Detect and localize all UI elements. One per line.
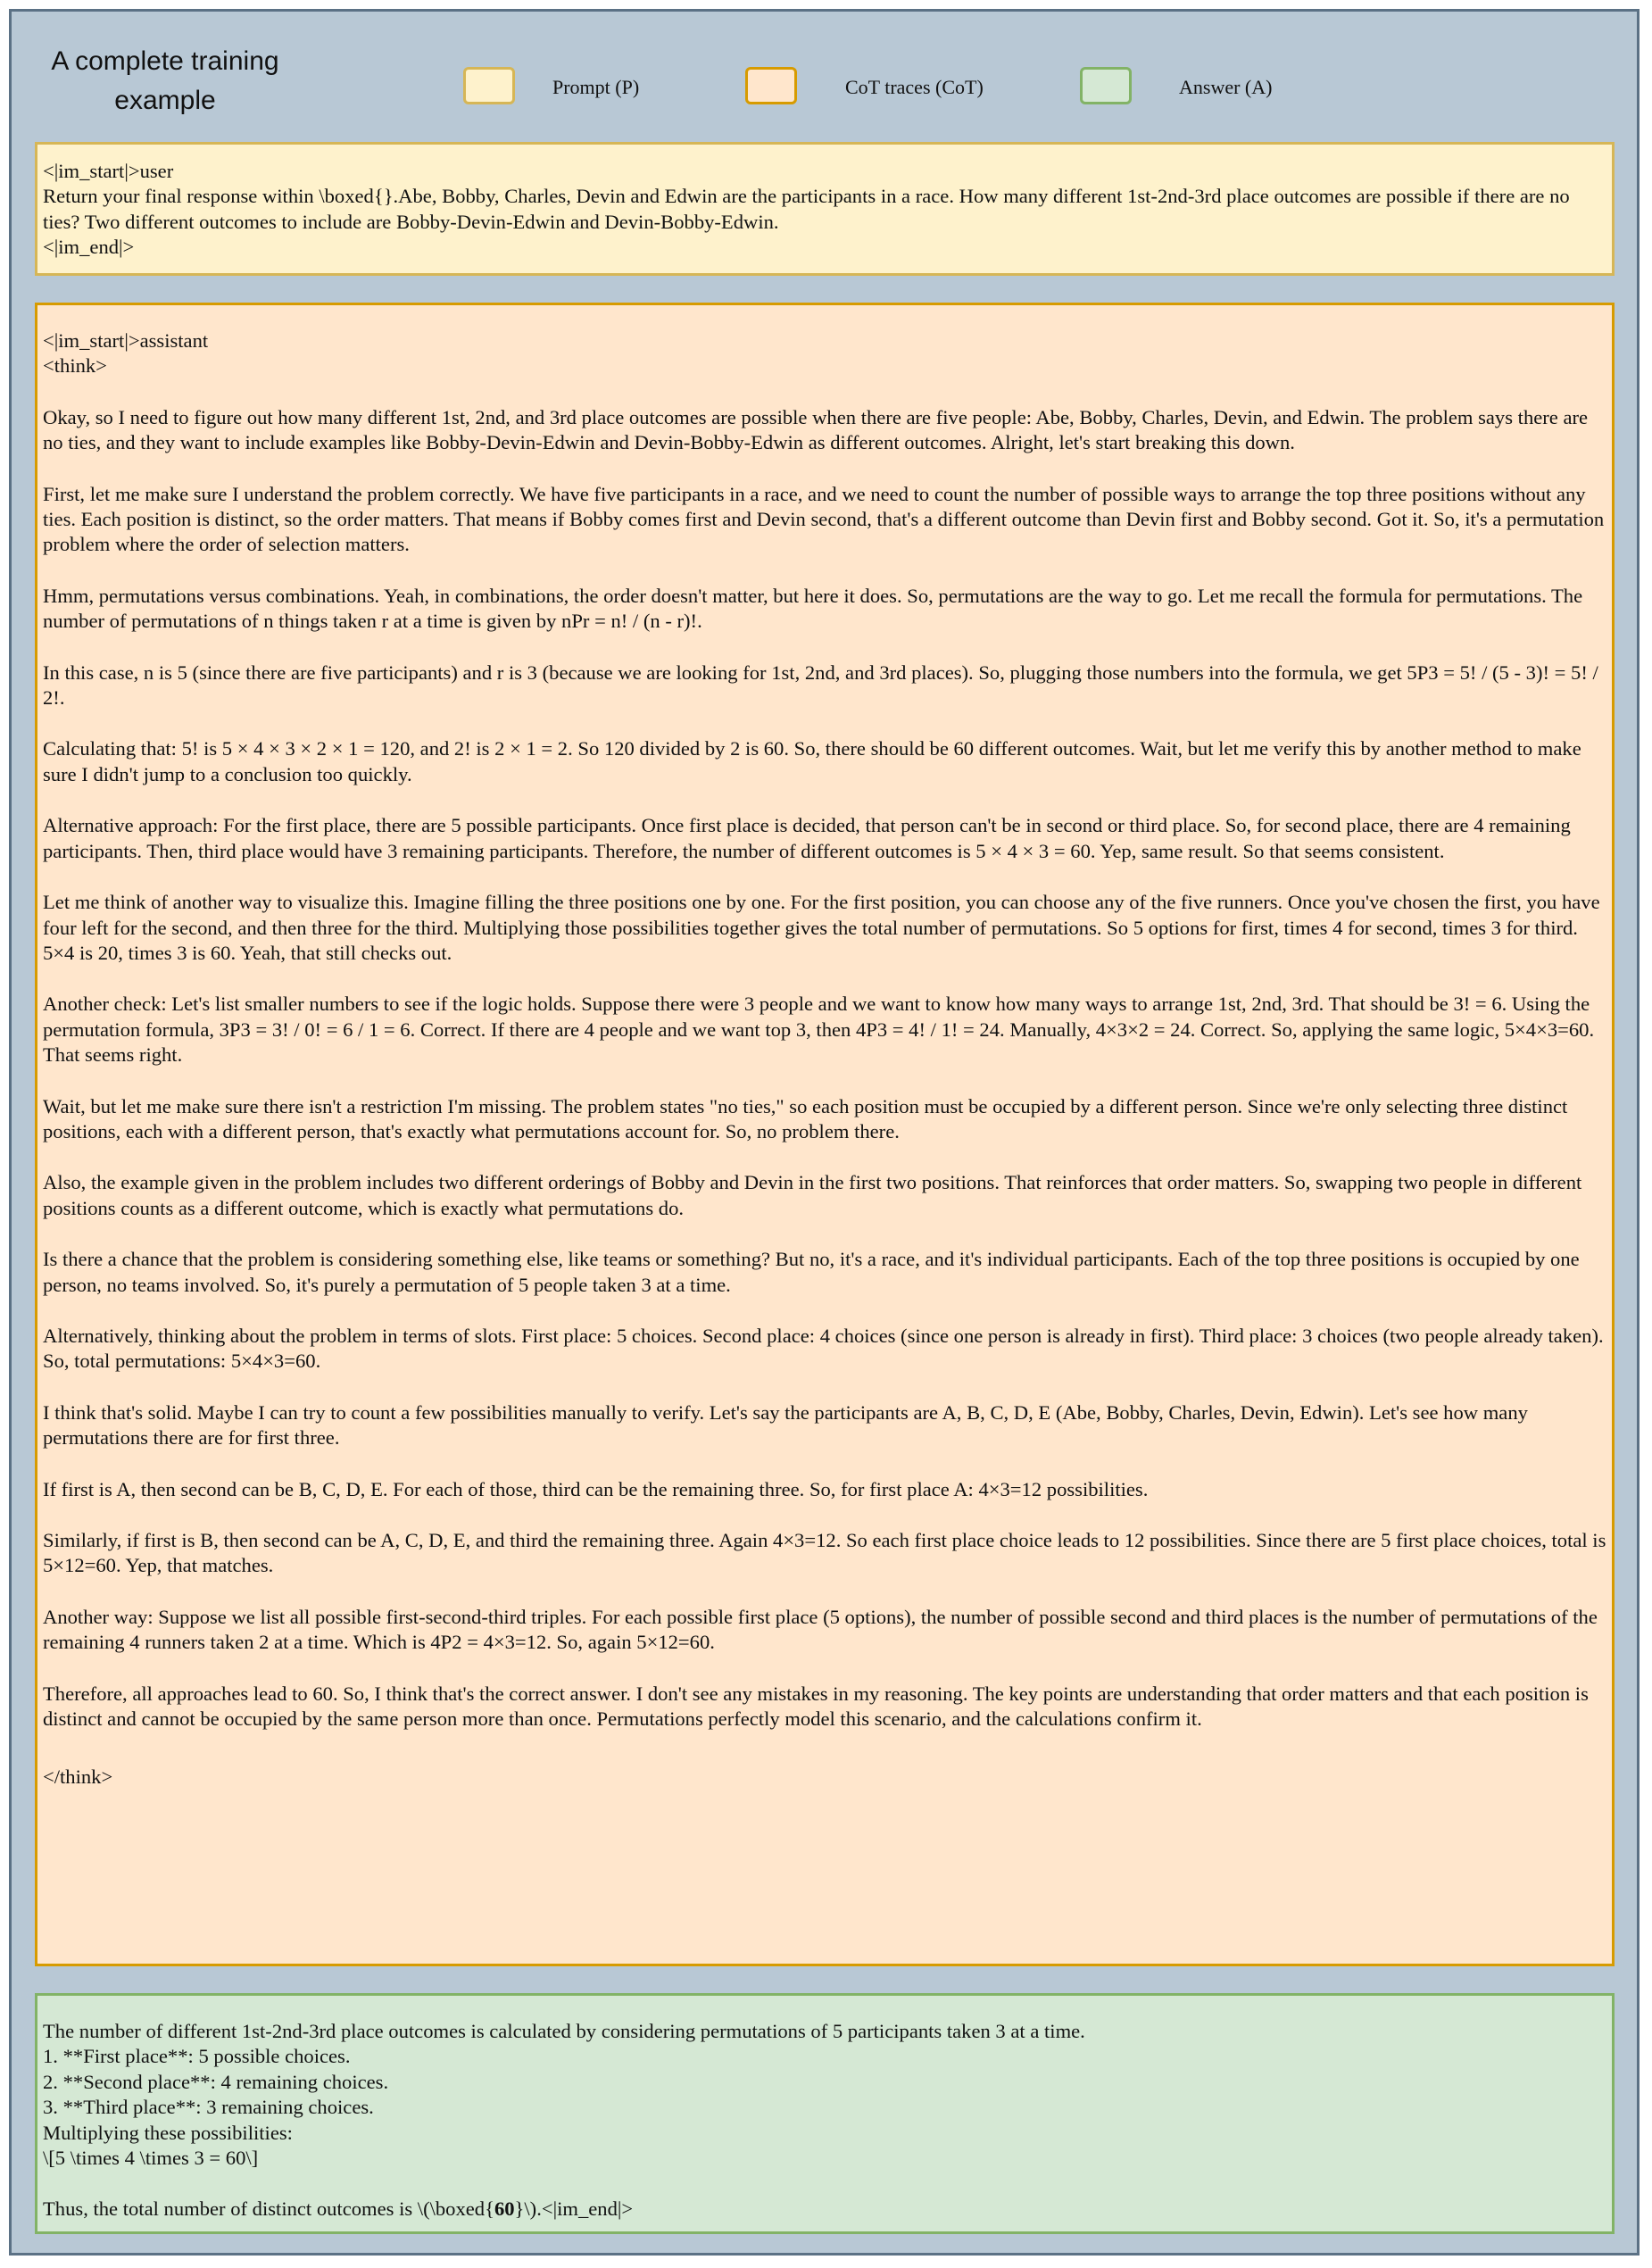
cot-paragraph: In this case, n is 5 (since there are five participants) and r is 3 (because we are looking for 1st, 2nd, and 3rd places). So, plugging those numbers into the formula, we get 5P3 = 5! / (5 - 3)! = 5! / 2!. bbox=[43, 660, 1598, 710]
answer-line: The number of different 1st-2nd-3rd place outcomes is calculated by considering permutations of 5 participants taken 3 at a time. bbox=[43, 2020, 1085, 2042]
cot-paragraph: Hmm, permutations versus combinations. Yeah, in combinations, the order doesn't matter, but here it does. So, permutations are the way to go. Let me recall the formula for permutations. The number of permutations of n things taken r at a time is given by nPr = n! / (n - r)!. bbox=[43, 584, 1583, 633]
cot-paragraph: Also, the example given in the problem includes two different orderings of Bobby and Devin in the first two positions. That reinforces that order matters. So, swapping two people in different positions counts as a different outcome, which is exactly what permutations do. bbox=[43, 1171, 1582, 1219]
cot-paragraph: If first is A, then second can be B, C, D, E. For each of those, third can be the remaining three. So, for first place A: 4×3=12 possibilities. bbox=[43, 1477, 1149, 1500]
diagram-frame bbox=[9, 9, 1640, 2256]
cot-paragraph: Another way: Suppose we list all possible first-second-third triples. For each possible first place (5 options), the number of possible second and third places is the number of permutations of the remaining 4 runners taken 2 at a time. Which is 4P2 = 4×3=12. So, again 5×12=60. bbox=[43, 1605, 1598, 1654]
legend-swatch-answer bbox=[1080, 67, 1132, 104]
cot-paragraph: Okay, so I need to figure out how many different 1st, 2nd, and 3rd place outcomes are possible when there are five people: Abe, Bobby, Charles, Devin, and Edwin. The problem says there are no ties, and they want to include examples like Bobby-Devin-Edwin and Devin-Bobby-Edwin as different outcomes. Alright, let's start breaking this down. bbox=[43, 405, 1589, 454]
cot-paragraph: I think that's solid. Maybe I can try to count a few possibilities manually to verify. Let's say the participants are A, B, C, D, E (Abe, Bobby, Charles, Devin, Edwin). Let's see how many permutations there are for first three. bbox=[43, 1400, 1528, 1450]
cot-box bbox=[35, 303, 1615, 1966]
cot-paragraph: Calculating that: 5! is 5 × 4 × 3 × 2 × 1 = 120, and 2! is 2 × 1 = 2. So 120 divided by 2 is 60. So, there should be 60 different outcomes. Wait, but let me verify this by another method to make sure I didn't jump to a conclusion too quickly. bbox=[43, 737, 1581, 785]
prompt-line: <|im_start|>user bbox=[43, 160, 174, 182]
answer-line: 2. **Second place**: 4 remaining choices. bbox=[43, 2070, 389, 2093]
cot-close: </think> bbox=[43, 1765, 113, 1789]
prompt-line: <|im_end|> bbox=[43, 236, 135, 259]
header bbox=[12, 12, 1637, 137]
cot-paragraph: Therefore, all approaches lead to 60. So, I think that's the correct answer. I don't see any mistakes in my reasoning. The key points are understanding that order matters and that each position is distinct and cannot be occupied by the same person more than once. Permutations perfectly model this scenario, and the calculations confirm it. bbox=[43, 1682, 1589, 1731]
legend-swatch-prompt bbox=[463, 67, 515, 104]
cot-paragraph: Similarly, if first is B, then second can be A, C, D, E, and third the remaining three. Again 4×3=12. So each first place choice leads to 12 possibilities. Since there are 5 first place choices, total is 5×12=60. Yep, that matches. bbox=[43, 1529, 1606, 1577]
answer-final-prefix: Thus, the total number of distinct outcomes is \(\boxed{ bbox=[43, 2197, 494, 2221]
cot-open-line: <|im_start|>assistant bbox=[43, 329, 209, 352]
answer-line: 3. **Third place**: 3 remaining choices. bbox=[43, 2096, 374, 2119]
legend-swatch-cot bbox=[745, 67, 797, 104]
cot-paragraph: Is there a chance that the problem is considering something else, like teams or something? But no, it's a race, and it's individual participants. Each of the top three positions is occupied by one person, no teams involved. So, it's purely a permutation of 5 people taken 3 at a time. bbox=[43, 1248, 1580, 1296]
prompt-box bbox=[35, 142, 1615, 276]
answer-final bbox=[43, 2197, 1606, 2222]
cot-paragraph: Wait, but let me make sure there isn't a restriction I'm missing. The problem states "no ties," so each position must be occupied by a different person. Since we're only selecting three distinct positions, each with a different person, that's exactly what permutations account for. So, no problem there. bbox=[43, 1094, 1568, 1142]
cot-paragraph: First, let me make sure I understand the problem correctly. We have five participants in a race, and we need to count the number of possible ways to arrange the top three positions without any ties. Each position is distinct, so the order matters. That means if Bobby comes first and Devin second, that's a different outcome than Devin first and Bobby second. Got it. So, it's a permutation problem where the order of selection matters. bbox=[43, 482, 1605, 556]
diagram-title: A complete training example bbox=[51, 46, 279, 115]
answer-final-value: 60 bbox=[494, 2197, 515, 2221]
prompt-line: Return your final response within \boxed{}.Abe, Bobby, Charles, Devin and Edwin are the participants in a race. How many different 1st-2nd-3rd place outcomes are possible if there are no ties? Two different outcomes to include are Bobby-Devin-Edwin and Devin-Bobby-Edwin. bbox=[43, 185, 1570, 233]
answer-line: \[5 \times 4 \times 3 = 60\] bbox=[43, 2147, 259, 2170]
cot-paragraph: Let me think of another way to visualize this. Imagine filling the three positions one by one. For the first position, you can choose any of the five runners. Once you've chosen the first, you have four left for the second, and then three for the third. Multiplying those possibilities together gives the total number of permutations. So 5 options for first, times 4 for second, times 3 for third. 5×4 is 20, times 3 is 60. Yeah, that still checks out. bbox=[43, 891, 1600, 964]
legend-label-prompt: Prompt (P) bbox=[552, 76, 640, 98]
answer-final-suffix: }\).<|im_end|> bbox=[514, 2197, 634, 2221]
answer-line: 1. **First place**: 5 possible choices. bbox=[43, 2045, 351, 2068]
cot-open-line: <think> bbox=[43, 354, 107, 378]
legend-label-cot: CoT traces (CoT) bbox=[845, 76, 984, 98]
cot-paragraph: Another check: Let's list smaller numbers to see if the logic holds. Suppose there were 3 people and we want to know how many ways to arrange 1st, 2nd, 3rd. That should be 3! = 6. Using the permutation formula, 3P3 = 3! / 0! = 6 / 1 = 6. Correct. If there are 4 people and we want top 3, then 4P3 = 4! / 1! = 24. Manually, 4×3×2 = 24. Correct. So, applying the same logic, 5×4×3=60. That seems right. bbox=[43, 993, 1595, 1067]
answer-box bbox=[35, 1993, 1615, 2234]
legend-label-answer: Answer (A) bbox=[1179, 76, 1273, 98]
cot-paragraph: Alternatively, thinking about the problem in terms of slots. First place: 5 choices. Second place: 4 choices (since one person is already in first). Third place: 3 choices (two people already taken). So, total permutations: 5×4×3=60. bbox=[43, 1324, 1604, 1373]
cot-paragraph: Alternative approach: For the first place, there are 5 possible participants. Once first place is decided, that person can't be in second or third place. So, for second place, there are 4 remaining participants. Then, third place would have 3 remaining participants. Therefore, the number of different outcomes is 5 × 4 × 3 = 60. Yep, same result. So that seems consistent. bbox=[43, 814, 1571, 862]
answer-line: Multiplying these possibilities: bbox=[43, 2121, 293, 2144]
